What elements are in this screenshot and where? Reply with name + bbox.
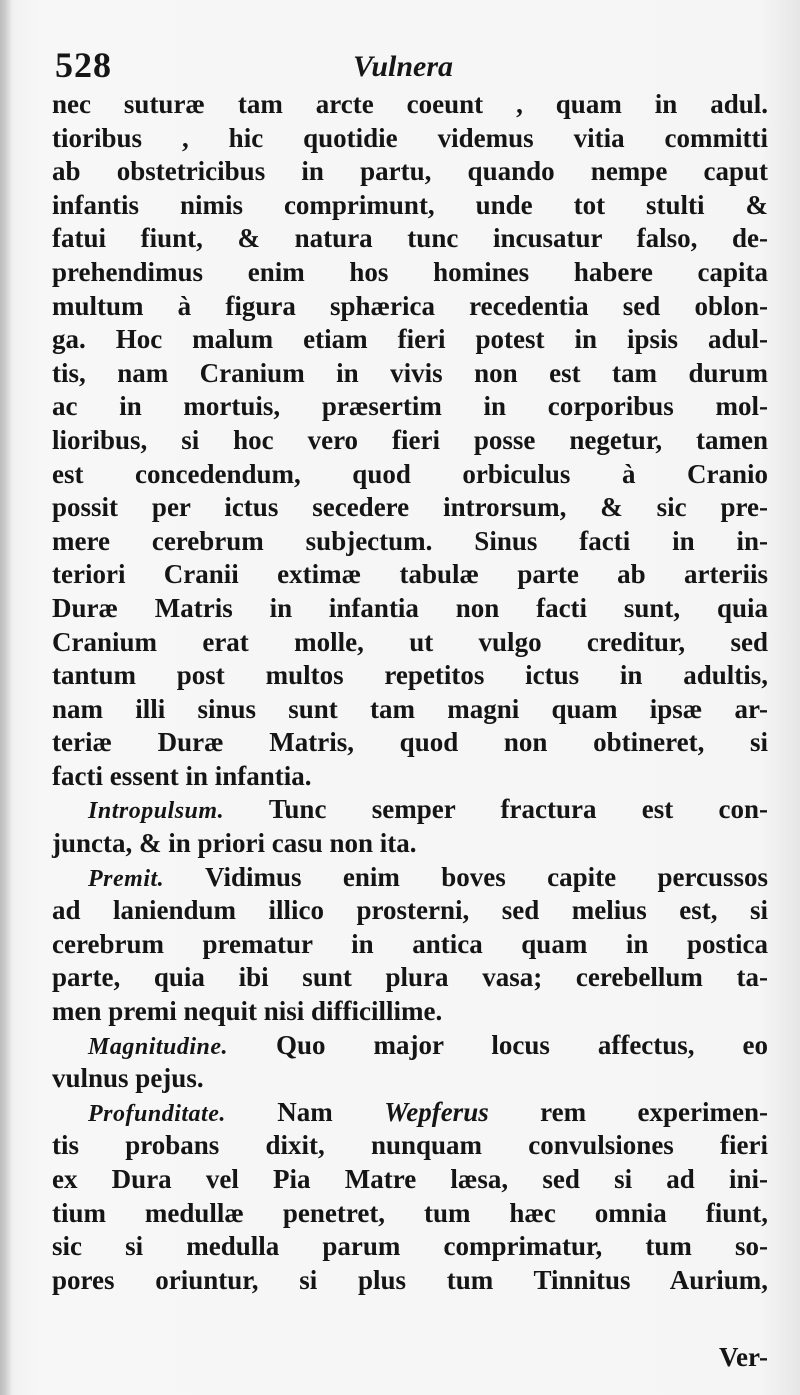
text-line: Cranium erat molle, ut vulgo creditur, sed — [52, 626, 768, 657]
text-line: est concedendum, quod orbiculus à Cranio — [52, 458, 768, 489]
text-span: Tunc semper fractura est con- — [268, 794, 769, 825]
text-span: Vidimus enim boves capite percussos — [205, 861, 768, 892]
text-line: ad laniendum illico prosterni, sed melius est, si — [52, 895, 768, 926]
page-gutter-shadow — [0, 0, 12, 1395]
text-line: teriori Cranii extimæ tabulæ parte ab arteriis — [52, 559, 768, 590]
text-span: Nam — [277, 1096, 333, 1127]
text-line: cerebrum prematur in antica quam in postica — [52, 928, 768, 959]
paragraph-intropulsum-line — [52, 793, 768, 827]
paragraph-magnitudine-line — [52, 1029, 768, 1063]
text-line: parte, quia ibi sunt plura vasa; cerebellum ta- — [52, 962, 768, 993]
text-line: tium medullæ penetret, tum hæc omnia fiunt, — [52, 1197, 768, 1228]
paragraph-premit-line — [52, 861, 768, 895]
catchword: Ver- — [719, 1342, 768, 1372]
text-span: rem experimen- — [540, 1096, 769, 1127]
text-line: ab obstetricibus in partu, quando nempe caput — [52, 156, 768, 187]
text-line: nec suturæ tam arcte coeunt , quam in adul. — [52, 89, 768, 119]
text-line: teriæ Duræ Matris, quod non obtineret, si — [52, 727, 768, 758]
text-span: Quo major locus affectus, eo — [276, 1029, 768, 1060]
text-line: Duræ Matris in infantia non facti sunt, quia — [52, 592, 768, 623]
text-line: tis, nam Cranium in vivis non est tam durum — [52, 357, 768, 388]
running-head: Vulnera — [353, 50, 454, 83]
text-line: prehendimus enim hos homines habere capita — [52, 256, 768, 287]
page-header — [55, 44, 775, 92]
text-line: infantis nimis comprimunt, unde tot stulti & — [52, 189, 768, 220]
text-line: pores oriuntur, si plus tum Tinnitus Aurium, — [52, 1264, 768, 1295]
text-line: mere cerebrum subjectum. Sinus facti in in- — [52, 525, 768, 556]
marginal-keyword: Premit. — [88, 865, 165, 892]
text-line: facti essent in infantia. — [52, 760, 312, 791]
body-text — [52, 88, 768, 1297]
page-number: 528 — [55, 45, 112, 85]
marginal-keyword: Intropulsum. — [88, 798, 225, 825]
text-line: ex Dura vel Pia Matre læsa, sed si ad ini- — [52, 1164, 768, 1194]
text-line: juncta, & in priori casu non ita. — [52, 828, 417, 859]
text-line: possit per ictus secedere introrsum, & sic pre- — [52, 492, 768, 523]
text-line: ga. Hoc malum etiam fieri potest in ipsis adul- — [52, 324, 768, 355]
text-line: lioribus, si hoc vero fieri posse negetur, tamen — [52, 424, 768, 455]
text-line: tioribus , hic quotidie videmus vitia committi — [52, 122, 768, 153]
text-line: tantum post multos repetitos ictus in adultis, — [52, 660, 768, 691]
text-line: multum à figura sphærica recedentia sed oblon- — [52, 290, 768, 321]
paragraph-profunditate-line — [52, 1096, 768, 1130]
text-line: men premi nequit nisi difficillime. — [52, 996, 443, 1027]
text-line: sic si medulla parum comprimatur, tum so- — [52, 1231, 768, 1262]
marginal-keyword: Magnitudine. — [88, 1033, 229, 1060]
author-name: Wepferus — [384, 1096, 489, 1127]
text-line: ac in mortuis, præsertim in corporibus mol- — [52, 391, 768, 422]
text-line: vulnus pejus. — [52, 1063, 204, 1094]
text-line: fatui fiunt, & natura tunc incusatur falso, de- — [52, 223, 768, 254]
marginal-keyword: Profunditate. — [88, 1100, 226, 1127]
text-line: nam illi sinus sunt tam magni quam ipsæ ar- — [52, 693, 768, 724]
text-line: tis probans dixit, nunquam convulsiones fieri — [52, 1130, 768, 1161]
